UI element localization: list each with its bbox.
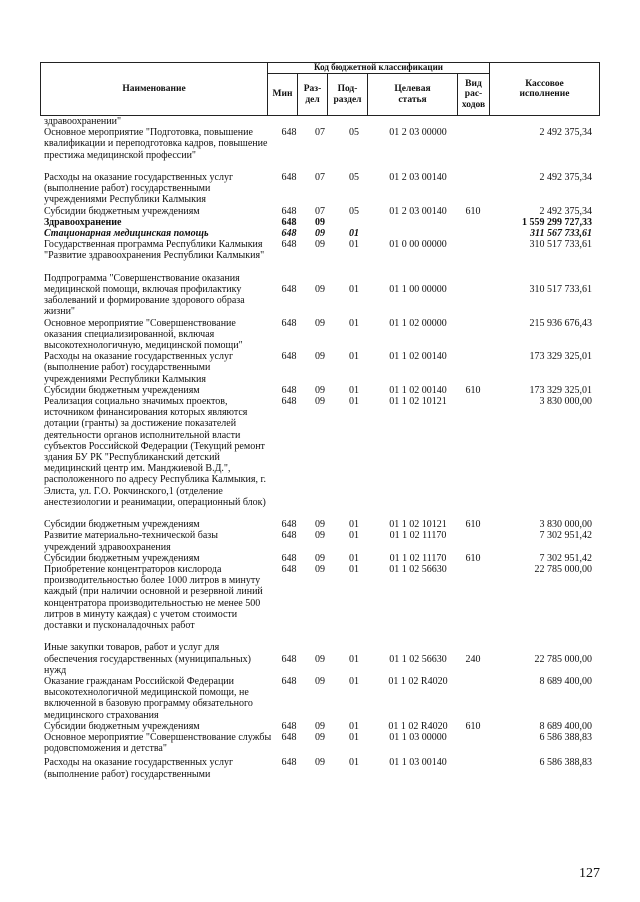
cell-celevaya-statya: 01 0 00 00000	[389, 239, 447, 251]
cell-min: 648	[281, 396, 297, 407]
row-name: Субсидии бюджетным учреждениям	[44, 552, 200, 564]
header-kassovoe: Кассовое исполнение	[490, 62, 600, 116]
cell-kassovoe-ispolnenie: 173 329 325,01	[529, 384, 592, 396]
cell-min: 648	[281, 172, 297, 183]
cell-razdel: 09	[315, 283, 325, 295]
header-podrazdel: Под- раздел	[328, 74, 368, 116]
cell-min: 648	[281, 676, 297, 687]
cell-kassovoe-ispolnenie: 22 785 000,00	[534, 564, 592, 575]
cell-kassovoe-ispolnenie: 1 559 299 727,33	[522, 216, 592, 228]
cell-razdel: 09	[315, 384, 325, 396]
row-name: Стационарная медицинская помощь	[44, 228, 209, 239]
header-razdel: Раз- дел	[298, 74, 328, 116]
table-row	[40, 721, 600, 732]
cell-razdel: 09	[315, 732, 325, 743]
cell-celevaya-statya: 01 1 02 00140	[389, 351, 447, 363]
cell-kassovoe-ispolnenie: 8 689 400,00	[539, 720, 592, 732]
row-name: Реализация социально значимых проектов, источником финансирования которых являются дотации (гранты) за достижение показателей деятельности органов исполнительной власти субъектов Российской Федерации (Текущий ремонт здания БУ РК "Республиканский детский медицинский центр им. Манджиевой В.Д.", расположенного по адресу Республика Калмыкия, г. Элиста, ул. Г.О. Рокчинского,1 (отделение анестезиологии и реанимации, операционный блок)	[44, 396, 266, 508]
table-row	[40, 217, 600, 228]
cell-razdel: 09	[315, 653, 325, 665]
cell-min: 648	[281, 205, 297, 217]
cell-kassovoe-ispolnenie: 2 492 375,34	[539, 172, 592, 183]
cell-kassovoe-ispolnenie: 2 492 375,34	[539, 205, 592, 217]
table-row	[40, 732, 600, 754]
cell-vid-raskhodov: 610	[465, 720, 481, 732]
table-row	[40, 239, 600, 273]
header-celevaya: Целевая статья	[368, 74, 458, 116]
header-kod-group: Код бюджетной классификации	[268, 62, 490, 74]
cell-celevaya-statya: 01 1 02 R4020	[388, 676, 448, 687]
row-name: Приобретение концентраторов кислорода производительностью более 1000 литров в минуту каждый (при наличии основной и резервной линий концентратора производительностью не менее 500 литров в минуту каждая) с учетом стоимости доставки и пусконаладочных работ	[44, 564, 263, 632]
table-row	[40, 530, 600, 552]
cell-min: 648	[281, 519, 297, 531]
cell-podrazdel: 01	[349, 732, 359, 743]
cell-kassovoe-ispolnenie: 6 586 388,83	[539, 757, 592, 769]
cell-celevaya-statya: 01 1 02 56630	[389, 564, 447, 575]
cell-celevaya-statya: 01 2 03 00140	[389, 205, 447, 217]
cell-celevaya-statya: 01 1 02 56630	[389, 653, 447, 665]
cell-kassovoe-ispolnenie: 6 586 388,83	[539, 732, 592, 743]
cell-celevaya-statya: 01 1 00 00000	[389, 283, 447, 295]
row-name: Основное мероприятие "Подготовка, повышение квалификации и переподготовка кадров, повышение престижа медицинской профессии"	[44, 127, 268, 161]
header-vid: Вид рас- ходов	[458, 74, 490, 116]
cell-podrazdel: 01	[349, 530, 359, 542]
row-name: Оказание гражданам Российской Федерации высокотехнологичной медицинской помощи, не включенной в базовую программу обязательного медицинского страхования	[44, 676, 253, 721]
row-name: Основное мероприятие "Совершенствование службы родовспоможения и детства"	[44, 732, 272, 755]
cell-podrazdel: 01	[349, 519, 359, 531]
cell-razdel: 09	[315, 239, 325, 251]
cell-razdel: 07	[315, 172, 325, 183]
row-name: Расходы на оказание государственных услуг (выполнение работ) государственными	[44, 757, 234, 780]
cell-podrazdel: 01	[349, 317, 359, 329]
table-row	[40, 116, 600, 127]
cell-min: 648	[281, 653, 297, 665]
row-name: Субсидии бюджетным учреждениям	[44, 720, 200, 732]
cell-min: 648	[281, 732, 297, 743]
cell-vid-raskhodov: 610	[465, 552, 481, 564]
table-row	[40, 519, 600, 530]
cell-min: 648	[281, 720, 297, 732]
cell-razdel: 09	[315, 552, 325, 564]
table-row	[40, 127, 600, 172]
cell-razdel: 09	[315, 228, 325, 239]
cell-podrazdel: 05	[349, 172, 359, 183]
cell-min: 648	[281, 757, 297, 769]
cell-razdel: 09	[315, 676, 325, 687]
cell-celevaya-statya: 01 1 02 00000	[389, 317, 447, 329]
cell-podrazdel: 01	[349, 757, 359, 769]
row-name: Субсидии бюджетным учреждениям	[44, 519, 200, 531]
row-name: Развитие материально-технической базы учреждений здравоохранения	[44, 530, 218, 553]
cell-min: 648	[281, 530, 297, 542]
table-row	[40, 351, 600, 385]
cell-kassovoe-ispolnenie: 22 785 000,00	[534, 653, 592, 665]
cell-vid-raskhodov: 610	[465, 205, 481, 217]
row-name: Здравоохранение	[44, 216, 122, 228]
row-name: Основное мероприятие "Совершенствование оказания специализированной, включая высокотехнологичную, медицинской помощи"	[44, 317, 243, 351]
cell-vid-raskhodov: 610	[465, 519, 481, 531]
cell-celevaya-statya: 01 1 02 00140	[389, 384, 447, 396]
cell-kassovoe-ispolnenie: 311 567 733,61	[530, 228, 592, 239]
cell-razdel: 09	[315, 216, 325, 228]
cell-razdel: 09	[315, 757, 325, 769]
cell-kassovoe-ispolnenie: 3 830 000,00	[539, 396, 592, 407]
cell-kassovoe-ispolnenie: 3 830 000,00	[539, 519, 592, 531]
cell-kassovoe-ispolnenie: 215 936 676,43	[529, 317, 592, 329]
row-name: здравоохранении"	[44, 116, 122, 127]
cell-min: 648	[281, 317, 297, 329]
cell-podrazdel: 01	[349, 720, 359, 732]
row-name: Государственная программа Республики Калмыкия "Развитие здравоохранения Республики Калмыкия"	[44, 239, 265, 262]
cell-podrazdel: 01	[349, 228, 359, 239]
cell-celevaya-statya: 01 1 02 R4020	[388, 720, 448, 732]
header-name: Наименование	[40, 62, 268, 116]
cell-razdel: 09	[315, 530, 325, 542]
cell-podrazdel: 01	[349, 283, 359, 295]
cell-razdel: 09	[315, 351, 325, 363]
cell-min: 648	[281, 351, 297, 363]
cell-razdel: 09	[315, 720, 325, 732]
row-name: Подпрограмма "Совершенствование оказания медицинской помощи, включая профилактику заболеваний и формирование здорового образа жизни"	[44, 272, 245, 318]
cell-podrazdel: 05	[349, 127, 359, 139]
cell-vid-raskhodov: 240	[465, 653, 481, 665]
cell-kassovoe-ispolnenie: 8 689 400,00	[539, 676, 592, 687]
cell-celevaya-statya: 01 1 02 11170	[389, 530, 447, 542]
cell-celevaya-statya: 01 2 03 00140	[389, 172, 447, 183]
table-row	[40, 553, 600, 564]
cell-celevaya-statya: 01 1 02 11170	[389, 552, 447, 564]
cell-podrazdel: 01	[349, 564, 359, 575]
cell-podrazdel: 01	[349, 653, 359, 665]
cell-podrazdel: 01	[349, 384, 359, 396]
table-row	[40, 273, 600, 318]
row-name: Иные закупки товаров, работ и услуг для обеспечения государственных (муниципальных) нужд	[44, 642, 251, 676]
cell-celevaya-statya: 01 2 03 00000	[389, 127, 447, 139]
row-name: Субсидии бюджетным учреждениям	[44, 205, 200, 217]
row-name: Расходы на оказание государственных услуг (выполнение работ) государственными учреждениями Республики Калмыкия	[44, 351, 234, 385]
cell-celevaya-statya: 01 1 02 10121	[389, 396, 447, 407]
cell-min: 648	[281, 216, 297, 228]
cell-kassovoe-ispolnenie: 2 492 375,34	[539, 127, 592, 139]
table-row	[40, 757, 600, 779]
cell-kassovoe-ispolnenie: 7 302 951,42	[539, 530, 592, 542]
cell-razdel: 07	[315, 205, 325, 217]
cell-min: 648	[281, 384, 297, 396]
cell-min: 648	[281, 127, 297, 139]
cell-kassovoe-ispolnenie: 310 517 733,61	[529, 283, 592, 295]
cell-celevaya-statya: 01 1 03 00140	[389, 757, 447, 769]
cell-podrazdel: 01	[349, 351, 359, 363]
cell-razdel: 09	[315, 564, 325, 575]
cell-podrazdel: 01	[349, 676, 359, 687]
cell-razdel: 09	[315, 396, 325, 407]
cell-kassovoe-ispolnenie: 7 302 951,42	[539, 552, 592, 564]
cell-celevaya-statya: 01 1 02 10121	[389, 519, 447, 531]
header-min: Мин	[268, 74, 298, 116]
cell-min: 648	[281, 228, 297, 239]
cell-podrazdel: 01	[349, 552, 359, 564]
cell-celevaya-statya: 01 1 03 00000	[389, 732, 447, 743]
cell-razdel: 07	[315, 127, 325, 139]
cell-min: 648	[281, 239, 297, 251]
cell-min: 648	[281, 564, 297, 575]
cell-podrazdel: 05	[349, 205, 359, 217]
table-row	[40, 172, 600, 206]
cell-razdel: 09	[315, 519, 325, 531]
cell-min: 648	[281, 283, 297, 295]
table-row	[40, 206, 600, 217]
table-row	[40, 564, 600, 642]
cell-kassovoe-ispolnenie: 173 329 325,01	[529, 351, 592, 363]
cell-podrazdel: 01	[349, 239, 359, 251]
table-row	[40, 318, 600, 352]
table-row	[40, 396, 600, 519]
cell-min: 648	[281, 552, 297, 564]
cell-razdel: 09	[315, 317, 325, 329]
table-row	[40, 676, 600, 721]
cell-vid-raskhodov: 610	[465, 384, 481, 396]
page-number: 127	[579, 866, 600, 881]
cell-kassovoe-ispolnenie: 310 517 733,61	[529, 239, 592, 251]
row-name: Субсидии бюджетным учреждениям	[44, 384, 200, 396]
table-row	[40, 642, 600, 676]
cell-podrazdel: 01	[349, 396, 359, 407]
row-name: Расходы на оказание государственных услуг (выполнение работ) государственными учреждениями Республики Калмыкия	[44, 172, 234, 206]
table-row	[40, 228, 600, 239]
table-row	[40, 385, 600, 396]
